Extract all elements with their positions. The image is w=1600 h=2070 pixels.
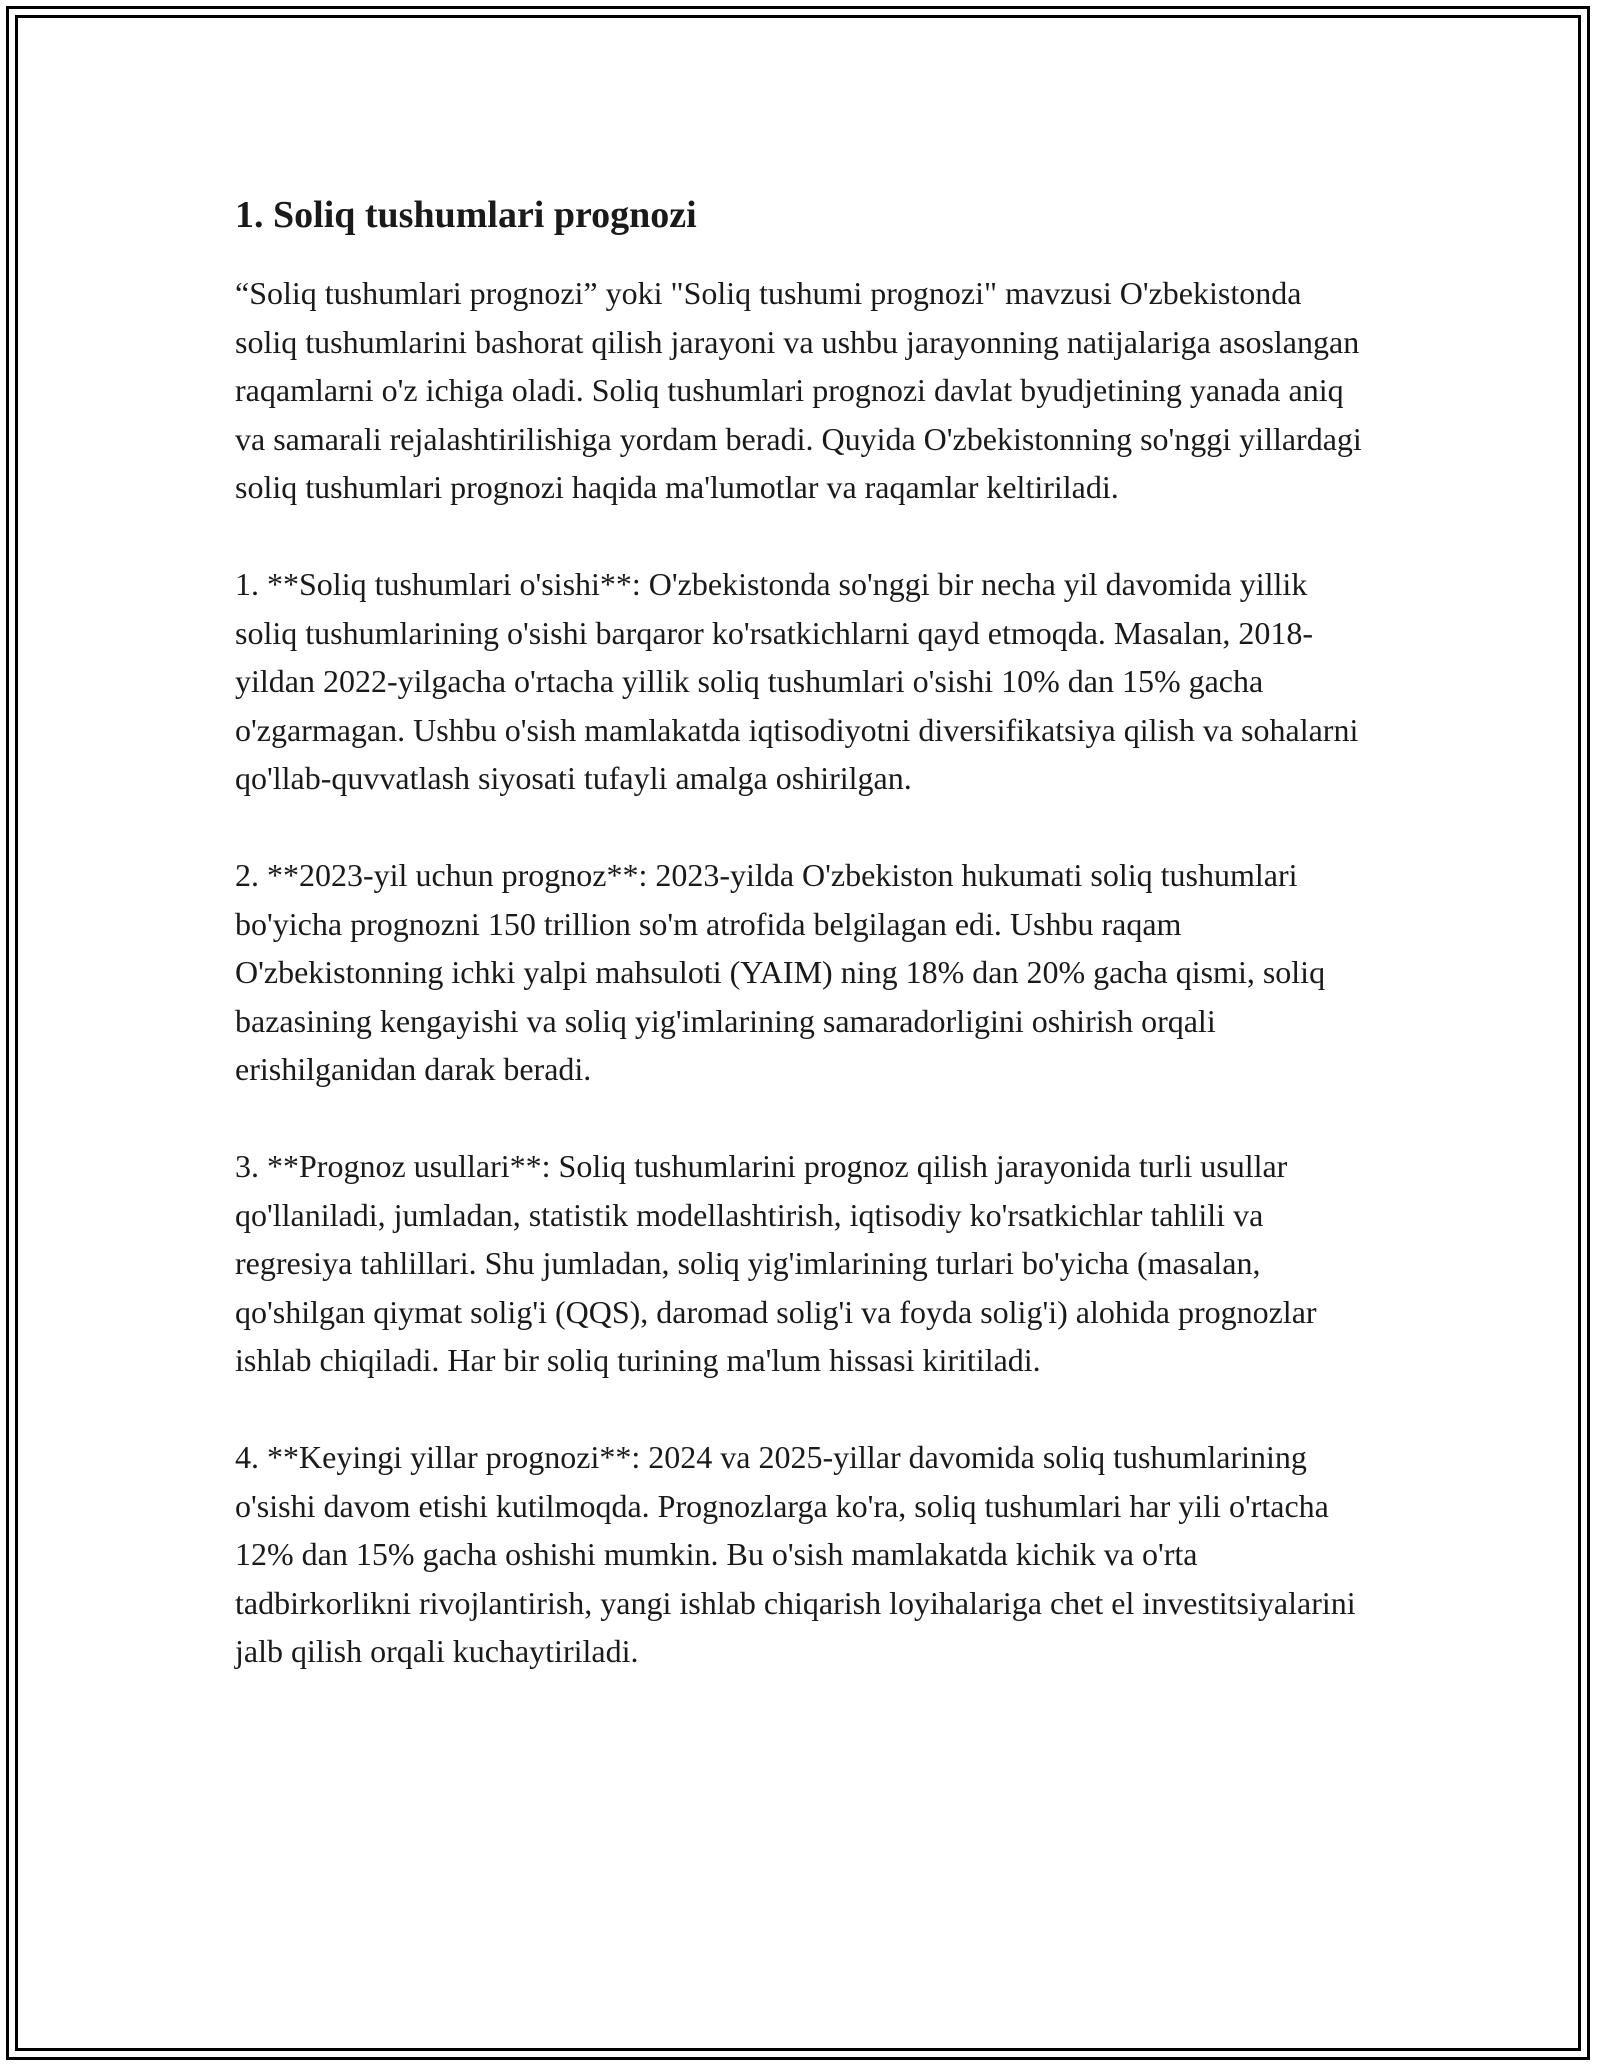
document-body [235, 185, 1365, 1724]
intro-paragraph: “Soliq tushumlari prognozi” yoki "Soliq tushumi prognozi" mavzusi O'zbekistonda soliq tushumlarini bashorat qilish jarayoni va ushbu jarayonning natijalariga asoslangan raqamlarni o'z ichiga oladi. Soliq tushumlari prognozi davlat byudjetining yanada aniq va samarali rejalashtirilishiga yordam beradi. Quyida O'zbekistonning so'nggi yillardagi soliq tushumlari prognozi haqida ma'lumotlar va raqamlar keltiriladi. [235, 275, 1362, 505]
paragraph-forecast-methods: 3. **Prognoz usullari**: Soliq tushumlarini prognoz qilish jarayonida turli usullar qo'llaniladi, jumladan, statistik modellashtirish, iqtisodiy ko'rsatkichlar tahlili va regresiya tahlillari. Shu jumladan, soliq yig'imlarining turlari bo'yicha (masalan, qo'shilgan qiymat solig'i (QQS), daromad solig'i va foyda solig'i) alohida prognozlar ishlab chiqiladi. Har bir soliq turining ma'lum hissasi kiritiladi. [235, 1148, 1317, 1378]
paragraph-future-forecast: 4. **Keyingi yillar prognozi**: 2024 va 2025-yillar davomida soliq tushumlarining o'sishi davom etishi kutilmoqda. Prognozlarga ko'ra, soliq tushumlari har yili o'rtacha 12% dan 15% gacha oshishi mumkin. Bu o'sish mamlakatda kichik va o'rta tadbirkorlikni rivojlantirish, yangi ishlab chiqarish loyihalariga chet el investitsiyalarini jalb qilish orqali kuchaytiriladi. [235, 1439, 1356, 1669]
section-title: 1. Soliq tushumlari prognozi [235, 194, 697, 236]
paragraph-tax-growth: 1. **Soliq tushumlari o'sishi**: O'zbekistonda so'nggi bir necha yil davomida yillik soliq tushumlarining o'sishi barqaror ko'rsatkichlarni qayd etmoqda. Masalan, 2018-yildan 2022-yilgacha o'rtacha yillik soliq tushumlari o'sishi 10% dan 15% gacha o'zgarmagan. Ushbu o'sish mamlakatda iqtisodiyotni diversifikatsiya qilish va sohalarni qo'llab-quvvatlash siyosati tufayli amalga oshirilgan. [235, 566, 1359, 796]
paragraph-2023-forecast: 2. **2023-yil uchun prognoz**: 2023-yilda O'zbekiston hukumati soliq tushumlari bo'yicha prognozni 150 trillion so'm atrofida belgilagan edi. Ushbu raqam O'zbekistonning ichki yalpi mahsuloti (YAIM) ning 18% dan 20% gacha qismi, soliq bazasining kengayishi va soliq yig'imlarining samaradorligini oshirish orqali erishilganidan darak beradi. [235, 857, 1326, 1087]
